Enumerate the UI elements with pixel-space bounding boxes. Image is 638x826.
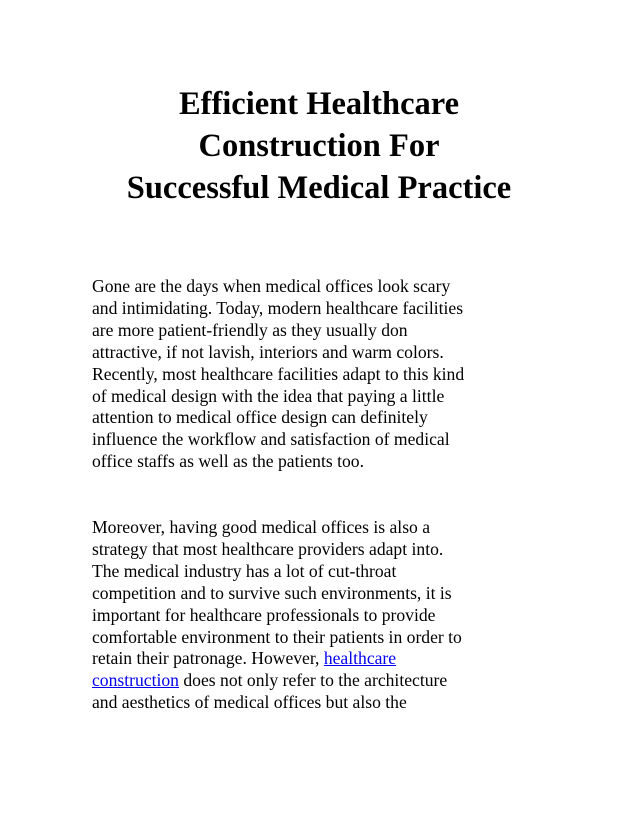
- text-line: [92, 670, 552, 692]
- text-segment: does not only refer to the architecture: [178, 670, 448, 691]
- text-segment: retain their patronage. However,: [92, 648, 324, 669]
- text-line: office staffs as well as the patients too.: [92, 451, 364, 472]
- text-line: are more patient-friendly as they usually don: [92, 319, 408, 340]
- text-line: and aesthetics of medical offices but also the: [92, 692, 407, 713]
- text-line: Moreover, having good medical offices is also a: [92, 517, 431, 537]
- text-line: strategy that most healthcare providers adapt into.: [92, 538, 444, 559]
- text-line: comfortable environment to their patients in order to: [92, 626, 462, 647]
- healthcare-link[interactable]: healthcare: [323, 648, 397, 669]
- document-title: [60, 83, 578, 209]
- text-line: important for healthcare professionals to provide: [92, 604, 436, 625]
- text-line: Recently, most healthcare facilities adapt to this kind: [92, 363, 465, 384]
- text-line: attractive, if not lavish, interiors and warm colors.: [92, 341, 444, 362]
- text-line: and intimidating. Today, modern healthcare facilities: [92, 297, 464, 318]
- paragraph-2: [92, 517, 552, 714]
- text-line: [92, 648, 552, 670]
- text-line: Gone are the days when medical offices look scary: [92, 276, 451, 296]
- title-line: Successful Medical Practice: [126, 170, 512, 206]
- text-line: competition and to survive such environments, it is: [92, 582, 452, 603]
- title-line: Construction For: [198, 128, 440, 164]
- title-line: Efficient Healthcare: [178, 86, 460, 122]
- text-line: The medical industry has a lot of cut-throat: [92, 560, 397, 581]
- text-line: of medical design with the idea that paying a little: [92, 385, 445, 406]
- text-line: influence the workflow and satisfaction of medical: [92, 429, 450, 450]
- construction-link[interactable]: construction: [92, 670, 179, 691]
- paragraph-1: [92, 276, 552, 473]
- text-line: attention to medical office design can definitely: [92, 407, 428, 428]
